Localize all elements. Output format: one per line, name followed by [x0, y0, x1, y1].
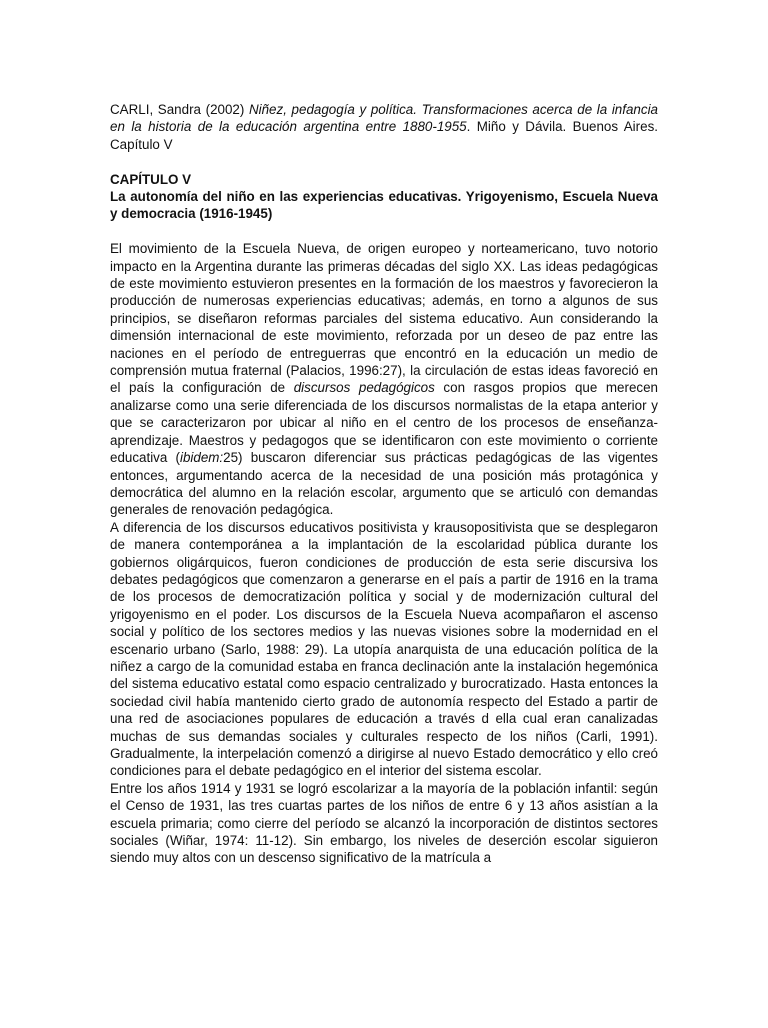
citation-publisher: . Miño y Dávila. Buenos Aires. Capítulo V	[110, 119, 658, 152]
citation-author-year: CARLI, Sandra (2002)	[110, 102, 249, 117]
paragraph-1-part-b: con rasgos propios que merecen analizarse como una serie diferenciada de los discursos normalistas de la etapa anterior y que se caracterizaron por ubicar al niño en el centro de los procesos de enseñanza-aprendizaje. Maestros y pedagogos que se identificaron con este movimiento o corriente educativa (	[110, 380, 658, 466]
paragraph-1-part-c: 25) buscaron diferenciar sus prácticas pedagógicas de las vigentes entonces, argumentando acerca de la necesidad de una posición más protagónica y democrática del alumno en la relación escolar, argumento que se articuló con demandas generales de renovación pedagógica.	[110, 450, 658, 518]
citation-book-title: Niñez, pedagogía y política. Transformaciones acerca de la infancia en la historia de la educación argentina entre 1880-1955	[110, 102, 658, 135]
paragraph-1-part-a: El movimiento de la Escuela Nueva, de origen europeo y norteamericano, tuvo notorio impacto en la Argentina durante las primeras décadas del siglo XX. Las ideas pedagógicas de este movimiento estuvieron presentes en la formación de los maestros y favorecieron la producción de numerosas experiencias educativas; además, en torno a algunos de sus principios, se diseñaron reformas parciales del sistema educativo. Aun considerando la dimensión internacional de este movimiento, reforzada por un deseo de paz entre las naciones en el período de entreguerras que encontró en la educación un medio de comprensión mutua fraternal (Palacios, 1996:27), la circulación de estas ideas favoreció en el país la configuración de	[110, 241, 658, 396]
chapter-title: La autonomía del niño en las experiencias educativas. Yrigoyenismo, Escuela Nueva y democracia (1916-1945)	[110, 189, 658, 222]
chapter-label: CAPÍTULO V	[110, 171, 192, 187]
body-text	[110, 223, 658, 1028]
paragraph-1	[110, 240, 658, 519]
paragraph-3: Entre los años 1914 y 1931 se logró escolarizar a la mayoría de la población infantil: según el Censo de 1931, las tres cuartas partes de los niños de entre 6 y 13 años asistían a la escuela primaria; como cierre del período se alcanzó la incorporación de distintos sectores sociales (Wiñar, 1974: 11-12). Sin embargo, los niveles de deserción escolar siguieron siendo muy altos con un descenso significativo de la matrícula a	[110, 780, 658, 866]
bibliographic-citation	[110, 101, 658, 153]
paragraph-1-ibidem: ibidem:	[179, 450, 224, 466]
document-page	[110, 101, 658, 1028]
paragraph-1-italic-term: discursos pedagógicos	[293, 380, 435, 396]
paragraph-2: A diferencia de los discursos educativos positivista y krausopositivista que se desplegaron de manera contemporánea a la implantación de la escolaridad pública durante los gobiernos oligárquicos, fueron condiciones de producción de esta serie discursiva los debates pedagógicos que comenzaron a generarse en el país a partir de 1916 en la trama de los procesos de democratización política y social y de modernización cultural del yrigoyenismo en el poder. Los discursos de la Escuela Nueva acompañaron el ascenso social y político de los sectores medios y las nuevas visiones sobre la modernidad en el escenario urbano (Sarlo, 1988: 29). La utopía anarquista de una educación política de la niñez a cargo de la comunidad estaba en franca declinación ante la instalación hegemónica del sistema educativo estatal como espacio centralizado y burocratizado. Hasta entonces la sociedad civil había mantenido cierto grado de autonomía respecto del Estado a partir de una red de asociaciones populares de educación a través d ella cual eran canalizadas muchas de sus demandas sociales y culturales respecto de los niños (Carli, 1991). Gradualmente, la interpelación comenzó a dirigirse al nuevo Estado democrático y ello creó condiciones para el debate pedagógico en el interior del sistema escolar.	[110, 519, 658, 779]
